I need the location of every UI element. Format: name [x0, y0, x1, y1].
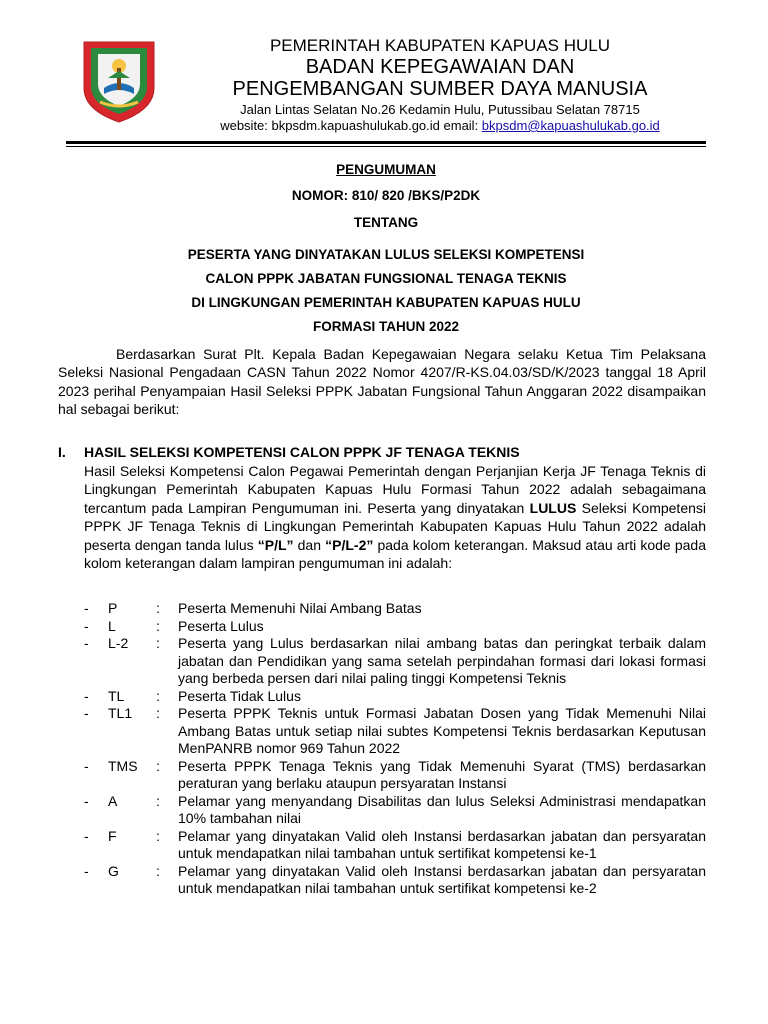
regency-emblem-icon: [78, 38, 160, 124]
legend-description: Peserta Tidak Lulus: [178, 687, 301, 704]
legend-dash: -: [84, 635, 89, 651]
letterhead-agency-line1: BADAN KEPEGAWAIAN DAN: [305, 56, 575, 78]
letterhead-website: website: bkpsdm.kapuashulukab.go.id email:: [220, 118, 482, 133]
letterhead-agency-line2: PENGEMBANGAN SUMBER DAYA MANUSIA: [232, 78, 648, 100]
emphasis-code-pl: “P/L”: [257, 536, 294, 553]
section-heading: [58, 444, 520, 460]
legend-item: [84, 705, 706, 758]
legend-item: [84, 635, 706, 688]
subject-line: PESERTA YANG DINYATAKAN LULUS SELEKSI KOMPETENSI: [187, 247, 585, 262]
paragraph-text: pada kolom keterangan. Maksud atau arti kode pada kolom keterangan dalam lampiran pengumuman ini adalah:: [84, 536, 706, 572]
paragraph-text: dan: [293, 536, 326, 553]
legend-item: [84, 793, 706, 828]
code-legend-list: [84, 600, 706, 898]
legend-dash: -: [84, 600, 89, 616]
document-number: NOMOR: 810/ 820 /BKS/P2DK: [291, 188, 481, 203]
subject-line: DI LINGKUNGAN PEMERINTAH KABUPATEN KAPUAS HULU: [191, 295, 581, 310]
legend-item: [84, 863, 706, 898]
legend-dash: -: [84, 617, 89, 634]
legend-colon: :: [156, 827, 160, 844]
letterhead: [180, 36, 700, 134]
intro-paragraph: Berdasarkan Surat Plt. Kepala Badan Kepegawaian Negara selaku Ketua Tim Pelaksana Seleksi Nasional Pengadaan CASN Tahun 2022 Nomor 4207/R-KS.04.03/SD/K/2023 tanggal 18 April 2023 perihal Penyampaian Hasil Seleksi PPPK Jabatan Fungsional Tahun Anggaran 2022 disampaikan hal sebagai berikut:: [58, 346, 706, 418]
legend-colon: :: [156, 757, 160, 774]
legend-code: L-2: [108, 635, 129, 651]
legend-dash: -: [84, 792, 89, 809]
legend-item: [84, 828, 706, 863]
legend-item: [84, 600, 706, 618]
legend-dash: -: [84, 687, 89, 704]
emphasis-lulus: LULUS: [529, 499, 577, 516]
letterhead-divider-thin: [66, 146, 706, 147]
section-paragraph: [84, 462, 706, 572]
legend-code: TL: [108, 687, 125, 704]
legend-colon: :: [156, 600, 160, 616]
legend-item: [84, 758, 706, 793]
document-type-title: PENGUMUMAN: [336, 162, 436, 177]
legend-description: Pelamar yang dinyatakan Valid oleh Instansi berdasarkan jabatan dan persyaratan untuk mendapatkan nilai tambahan untuk sertifikat kompetensi ke-1: [178, 827, 706, 861]
legend-description: Peserta PPPK Teknis untuk Formasi Jabatan Dosen yang Tidak Memenuhi Nilai Ambang Batas untuk setiap nilai subtes Kompetensi Teknis berdasarkan Keputusan MenPANRB nomor 969 Tahun 2022: [178, 705, 706, 756]
legend-dash: -: [84, 757, 89, 774]
legend-colon: :: [156, 687, 160, 704]
legend-item: [84, 688, 706, 706]
paragraph-text: Seleksi Kompetensi PPPK JF Tenaga Teknis di Lingkungan Pemerintah Kabupaten Kapuas Hulu Tahun 2022 adalah peserta dengan tanda lulus: [84, 499, 706, 553]
legend-colon: :: [156, 635, 160, 651]
legend-code: TL1: [108, 705, 133, 721]
subject-line: CALON PPPK JABATAN FUNGSIONAL TENAGA TEKNIS: [205, 271, 567, 286]
legend-description: Peserta PPPK Tenaga Teknis yang Tidak Memenuhi Syarat (TMS) berdasarkan peraturan yang berlaku ataupun persyaratan Instansi: [178, 757, 706, 791]
emphasis-code-pl2: “P/L-2”: [325, 536, 374, 553]
legend-dash: -: [84, 827, 89, 844]
letterhead-address: Jalan Lintas Selatan No.26 Kedamin Hulu, Putussibau Selatan 78715: [240, 102, 640, 117]
legend-dash: -: [84, 705, 89, 721]
legend-description: Peserta Lulus: [178, 617, 264, 634]
legend-colon: :: [156, 792, 160, 809]
legend-code: A: [108, 792, 118, 809]
legend-colon: :: [156, 705, 160, 721]
legend-description: Peserta Memenuhi Nilai Ambang Batas: [178, 600, 422, 616]
letterhead-government: PEMERINTAH KABUPATEN KAPUAS HULU: [269, 36, 611, 55]
legend-code: L: [108, 617, 116, 634]
subject-line: FORMASI TAHUN 2022: [312, 319, 460, 334]
email-link[interactable]: bkpsdm@kapuashulukab.go.id: [481, 118, 660, 133]
document-about-label: TENTANG: [353, 215, 419, 230]
document-subject: [66, 243, 706, 339]
legend-code: G: [108, 862, 119, 879]
legend-item: [84, 618, 706, 636]
letterhead-contact: [180, 118, 700, 134]
paragraph-text: Hasil Seleksi Kompetensi Calon Pegawai Pemerintah dengan Perjanjian Kerja JF Tenaga Teknis di Lingkungan Pemerintah Kabupaten Kapuas Hulu Formasi Tahun 2022 adalah sebagaimana tercantum pada Lampiran Pengumuman ini. Peserta yang dinyatakan: [84, 463, 706, 516]
legend-dash: -: [84, 862, 89, 879]
legend-description: Peserta yang Lulus berdasarkan nilai ambang batas dan peringkat terbaik dalam jabatan dan Pendidikan yang sama setelah perpindahan formasi dari lokasi formasi yang berbeda persen dari nilai paling tinggi Kompetensi Teknis: [178, 635, 706, 686]
legend-description: Pelamar yang menyandang Disabilitas dan lulus Seleksi Administrasi mendapatkan 10% tambahan nilai: [178, 792, 706, 826]
legend-colon: :: [156, 862, 160, 879]
legend-code: F: [108, 827, 117, 844]
legend-colon: :: [156, 617, 160, 634]
legend-code: P: [108, 600, 118, 616]
legend-code: TMS: [108, 757, 138, 774]
letterhead-divider-thick: [66, 141, 706, 144]
section-title: HASIL SELEKSI KOMPETENSI CALON PPPK JF TENAGA TEKNIS: [84, 444, 520, 460]
section-number: I.: [58, 444, 66, 460]
legend-description: Pelamar yang dinyatakan Valid oleh Instansi berdasarkan jabatan dan persyaratan untuk mendapatkan nilai tambahan untuk sertifikat kompetensi ke-2: [178, 862, 706, 896]
